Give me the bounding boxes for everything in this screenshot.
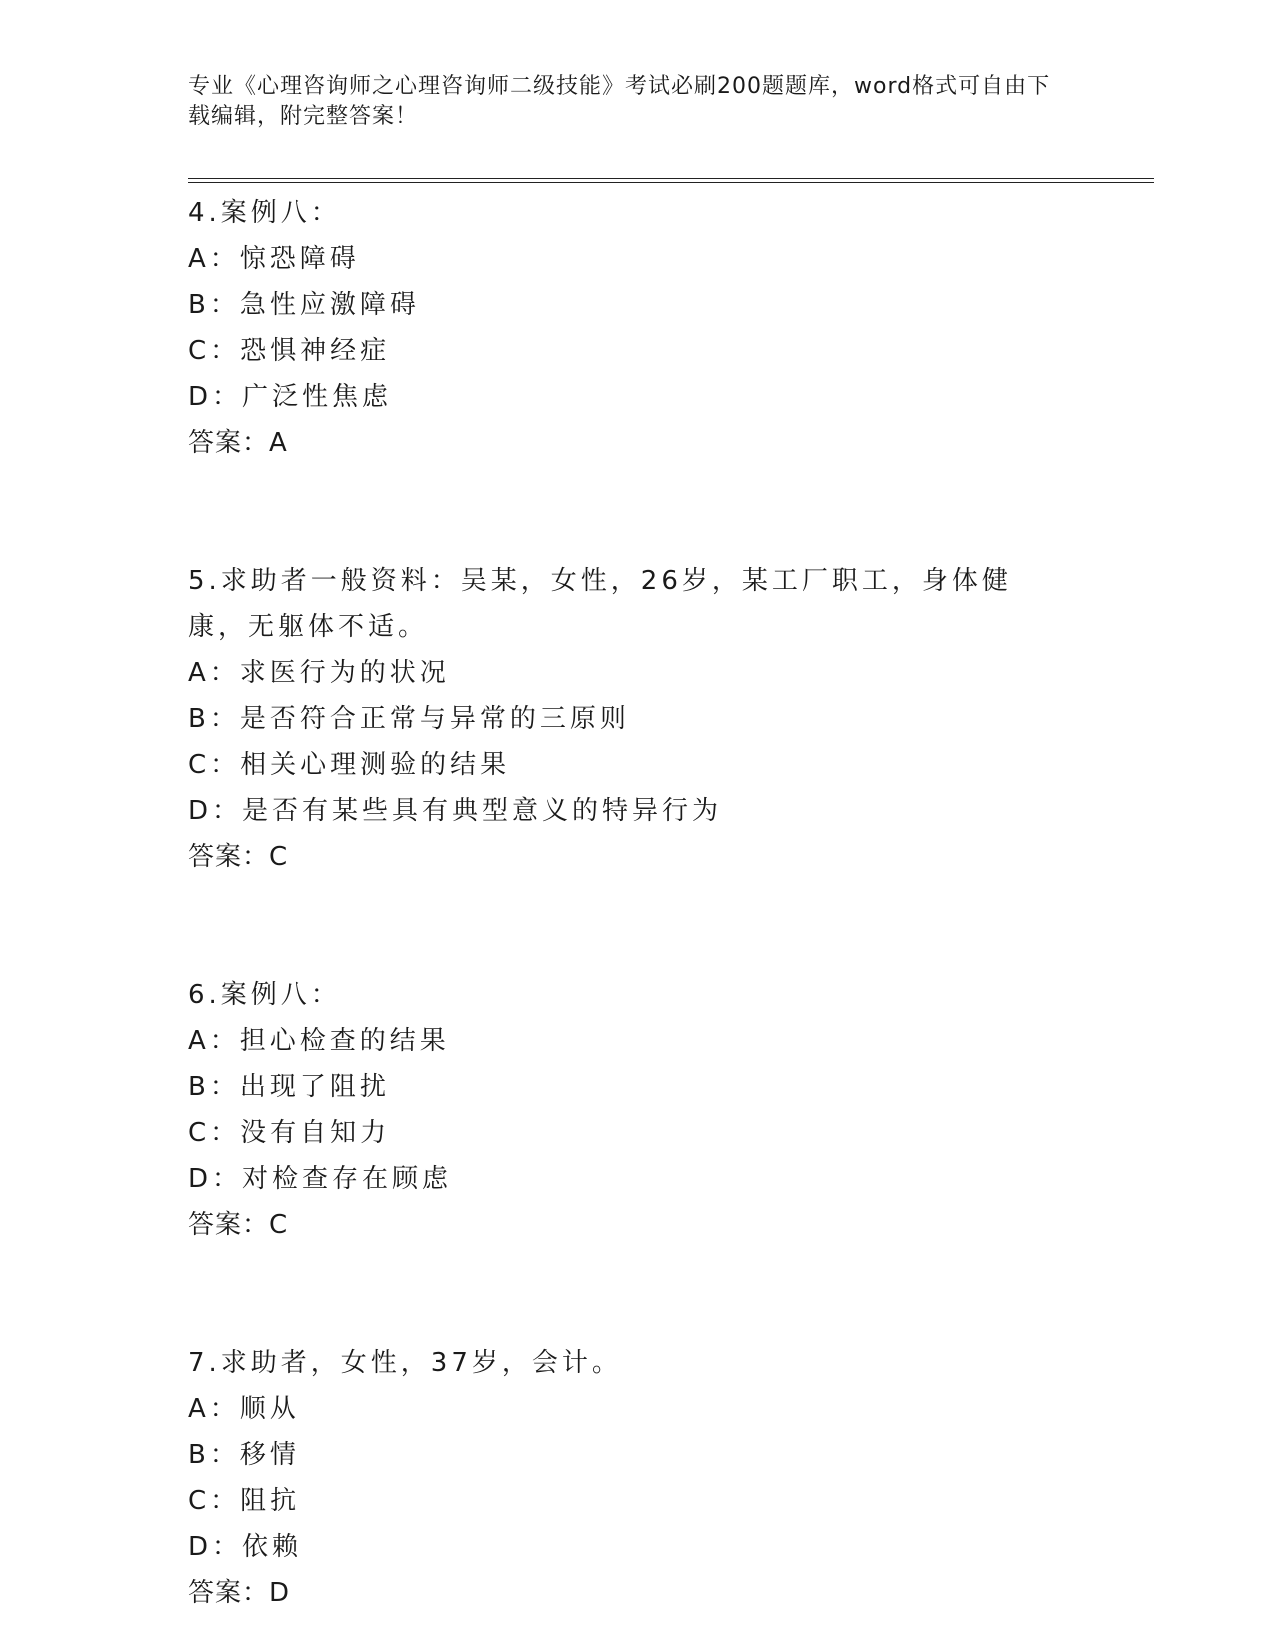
document-title: 专业《心理咨询师之心理咨询师二级技能》考试必刷200题题库，word格式可自由下载编辑，附完整答案！: [188, 74, 1051, 129]
question-stem: 5.求助者一般资料：吴某，女性，26岁，某工厂职工，身体健康，无躯体不适。: [188, 566, 1012, 642]
question-stem: 4.案例八：: [188, 198, 341, 228]
question-4: [188, 190, 1088, 466]
option-d: [188, 1156, 1088, 1202]
option-a: [188, 1386, 1088, 1432]
option-key: B：: [188, 290, 240, 320]
question-stem: 7.求助者，女性，37岁，会计。: [188, 1348, 622, 1378]
option-a: [188, 236, 1088, 282]
option-text: 移情: [239, 1440, 300, 1470]
answer-line: 答案：A: [188, 428, 288, 458]
option-text: 出现了阻扰: [239, 1072, 390, 1102]
option-key: D：: [188, 796, 243, 826]
option-a: [188, 1018, 1088, 1064]
option-d: [188, 788, 1088, 834]
option-c: [188, 1110, 1088, 1156]
option-key: A：: [188, 658, 240, 688]
question-7: [188, 1340, 1088, 1616]
option-d: [188, 374, 1088, 420]
option-key: C：: [188, 336, 241, 366]
option-text: 广泛性焦虑: [242, 382, 393, 412]
option-text: 是否符合正常与异常的三原则: [239, 704, 630, 734]
option-key: C：: [188, 750, 241, 780]
option-key: C：: [188, 1486, 241, 1516]
option-key: B：: [188, 1072, 240, 1102]
option-text: 惊恐障碍: [239, 244, 360, 274]
option-text: 是否有某些具有典型意义的特异行为: [242, 796, 723, 826]
option-text: 急性应激障碍: [239, 290, 420, 320]
option-key: B：: [188, 1440, 240, 1470]
option-key: A：: [188, 244, 240, 274]
option-text: 对检查存在顾虑: [242, 1164, 453, 1194]
option-b: [188, 282, 1088, 328]
answer-line: 答案：D: [188, 1578, 291, 1608]
option-key: A：: [188, 1026, 240, 1056]
question-list: [188, 190, 1088, 1616]
header-divider: [188, 178, 1154, 179]
option-text: 顺从: [239, 1394, 300, 1424]
question-5: [188, 558, 1088, 880]
option-c: [188, 742, 1088, 788]
option-text: 依赖: [242, 1532, 303, 1562]
option-key: A：: [188, 1394, 240, 1424]
question-spacer: [188, 880, 1088, 972]
question-stem: 6.案例八：: [188, 980, 341, 1010]
option-d: [188, 1524, 1088, 1570]
option-b: [188, 696, 1088, 742]
header-divider-double: [188, 182, 1154, 183]
option-key: C：: [188, 1118, 241, 1148]
question-6: [188, 972, 1088, 1248]
option-b: [188, 1064, 1088, 1110]
option-text: 相关心理测验的结果: [240, 750, 511, 780]
option-key: D：: [188, 382, 243, 412]
option-text: 求医行为的状况: [239, 658, 450, 688]
option-text: 恐惧神经症: [240, 336, 391, 366]
question-spacer: [188, 466, 1088, 558]
option-key: B：: [188, 704, 240, 734]
answer-line: 答案：C: [188, 842, 289, 872]
option-text: 阻抗: [240, 1486, 301, 1516]
question-spacer: [188, 1248, 1088, 1340]
answer-line: 答案：C: [188, 1210, 289, 1240]
option-b: [188, 1432, 1088, 1478]
option-text: 担心检查的结果: [239, 1026, 450, 1056]
option-c: [188, 328, 1088, 374]
option-text: 没有自知力: [240, 1118, 391, 1148]
option-a: [188, 650, 1088, 696]
option-key: D：: [188, 1532, 243, 1562]
option-c: [188, 1478, 1088, 1524]
option-key: D：: [188, 1164, 243, 1194]
